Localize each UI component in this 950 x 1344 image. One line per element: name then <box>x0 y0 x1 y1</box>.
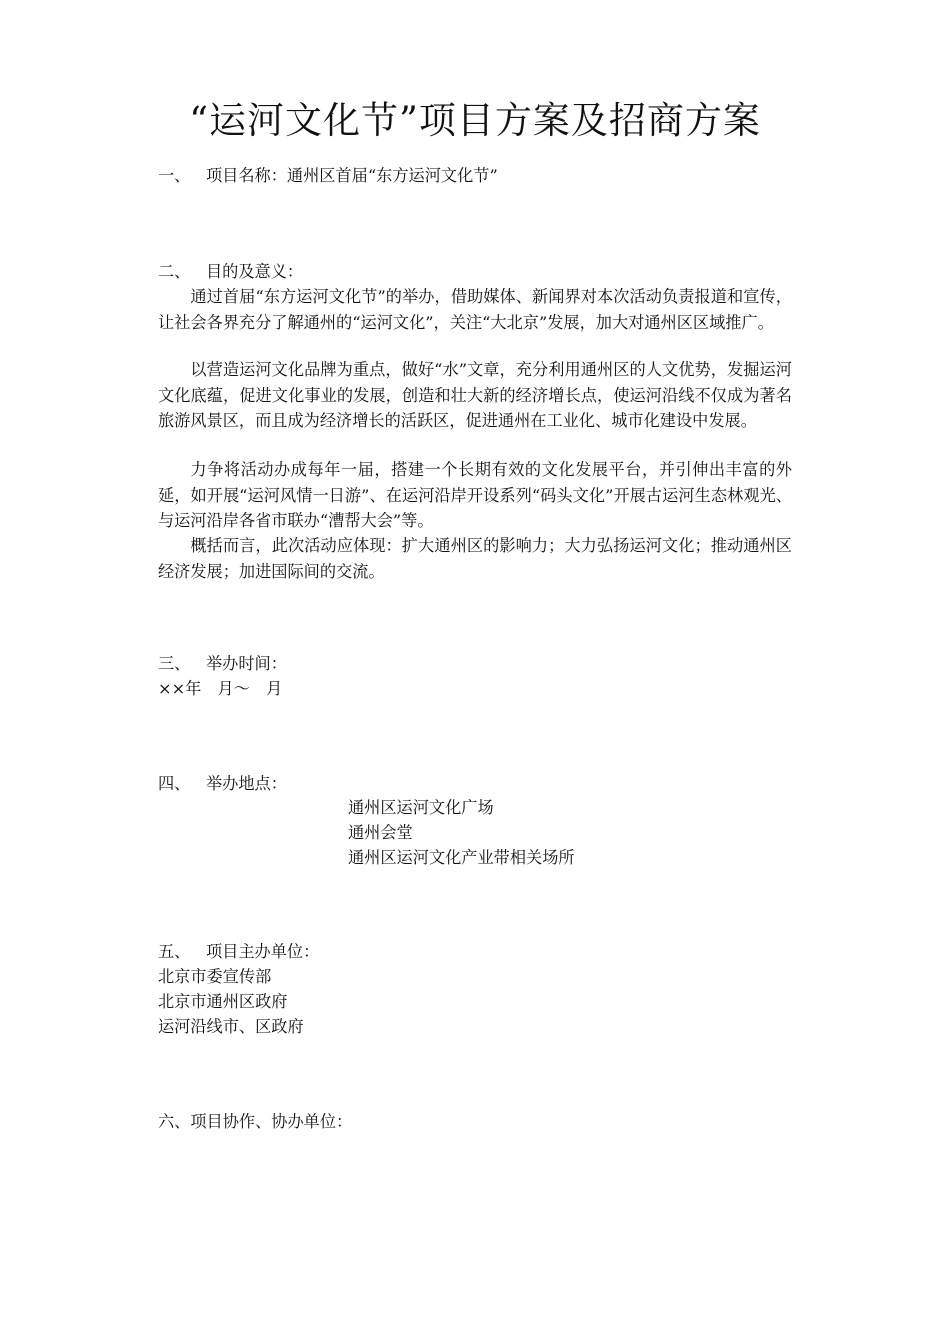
section-number: 一、 <box>158 166 191 185</box>
section-project-name <box>158 164 498 188</box>
section-number: 二、 <box>158 262 191 281</box>
document-title: “运河文化节”项目方案及招商方案 <box>189 99 761 142</box>
section-number: 五、 <box>158 942 191 961</box>
venue-item: 通州区运河文化产业带相关场所 <box>348 848 575 867</box>
section-purpose-heading <box>158 260 303 284</box>
section-time-heading <box>158 652 287 676</box>
section-coorganizer-heading: 六、项目协作、协办单位： <box>158 1112 353 1131</box>
purpose-paragraph: 概括而言，此次活动应体现：扩大通州区的影响力；大力弘扬运河文化；推动通州区经济发展；加进国际间的交流。 <box>158 536 792 581</box>
section-text: 项目名称：通州区首届“东方运河文化节” <box>206 166 498 185</box>
organizer-item: 北京市通州区政府 <box>158 992 288 1011</box>
organizer-item: 运河沿线市、区政府 <box>158 1017 304 1036</box>
venue-item: 通州区运河文化广场 <box>348 798 494 817</box>
organizer-item: 北京市委宣传部 <box>158 967 272 986</box>
section-heading: 目的及意义： <box>206 262 304 281</box>
section-number: 三、 <box>158 654 191 673</box>
section-heading: 举办时间： <box>206 654 287 673</box>
section-number: 四、 <box>158 774 191 793</box>
purpose-paragraph: 通过首届“东方运河文化节”的举办，借助媒体、新闻界对本次活动负责报道和宣传，让社会各界充分了解通州的“运河文化”，关注“大北京”发展，加大对通州区区域推广。 <box>158 287 792 332</box>
section-heading: 项目主办单位： <box>206 942 320 961</box>
section-venue-heading <box>158 772 287 796</box>
purpose-paragraph: 以营造运河文化品牌为重点，做好“水”文章，充分利用通州区的人文优势，发掘运河文化底蕴，促进文化事业的发展，创造和壮大新的经济增长点，使运河沿线不仅成为著名旅游风景区，而且成为经济增长的活跃区，促进通州在工业化、城市化建设中发展。 <box>158 360 792 430</box>
event-time-value: ××年 月～ 月 <box>158 679 283 698</box>
section-heading: 举办地点： <box>206 774 287 793</box>
purpose-paragraph: 力争将活动办成每年一届，搭建一个长期有效的文化发展平台，并引伸出丰富的外延，如开展“运河风情一日游”、在运河沿岸开设系列“码头文化”开展古运河生态林观光、与运河沿岸各省市联办“漕帮大会”等。 <box>158 460 792 530</box>
venue-item: 通州会堂 <box>348 823 413 842</box>
section-organizer-heading <box>158 940 319 964</box>
